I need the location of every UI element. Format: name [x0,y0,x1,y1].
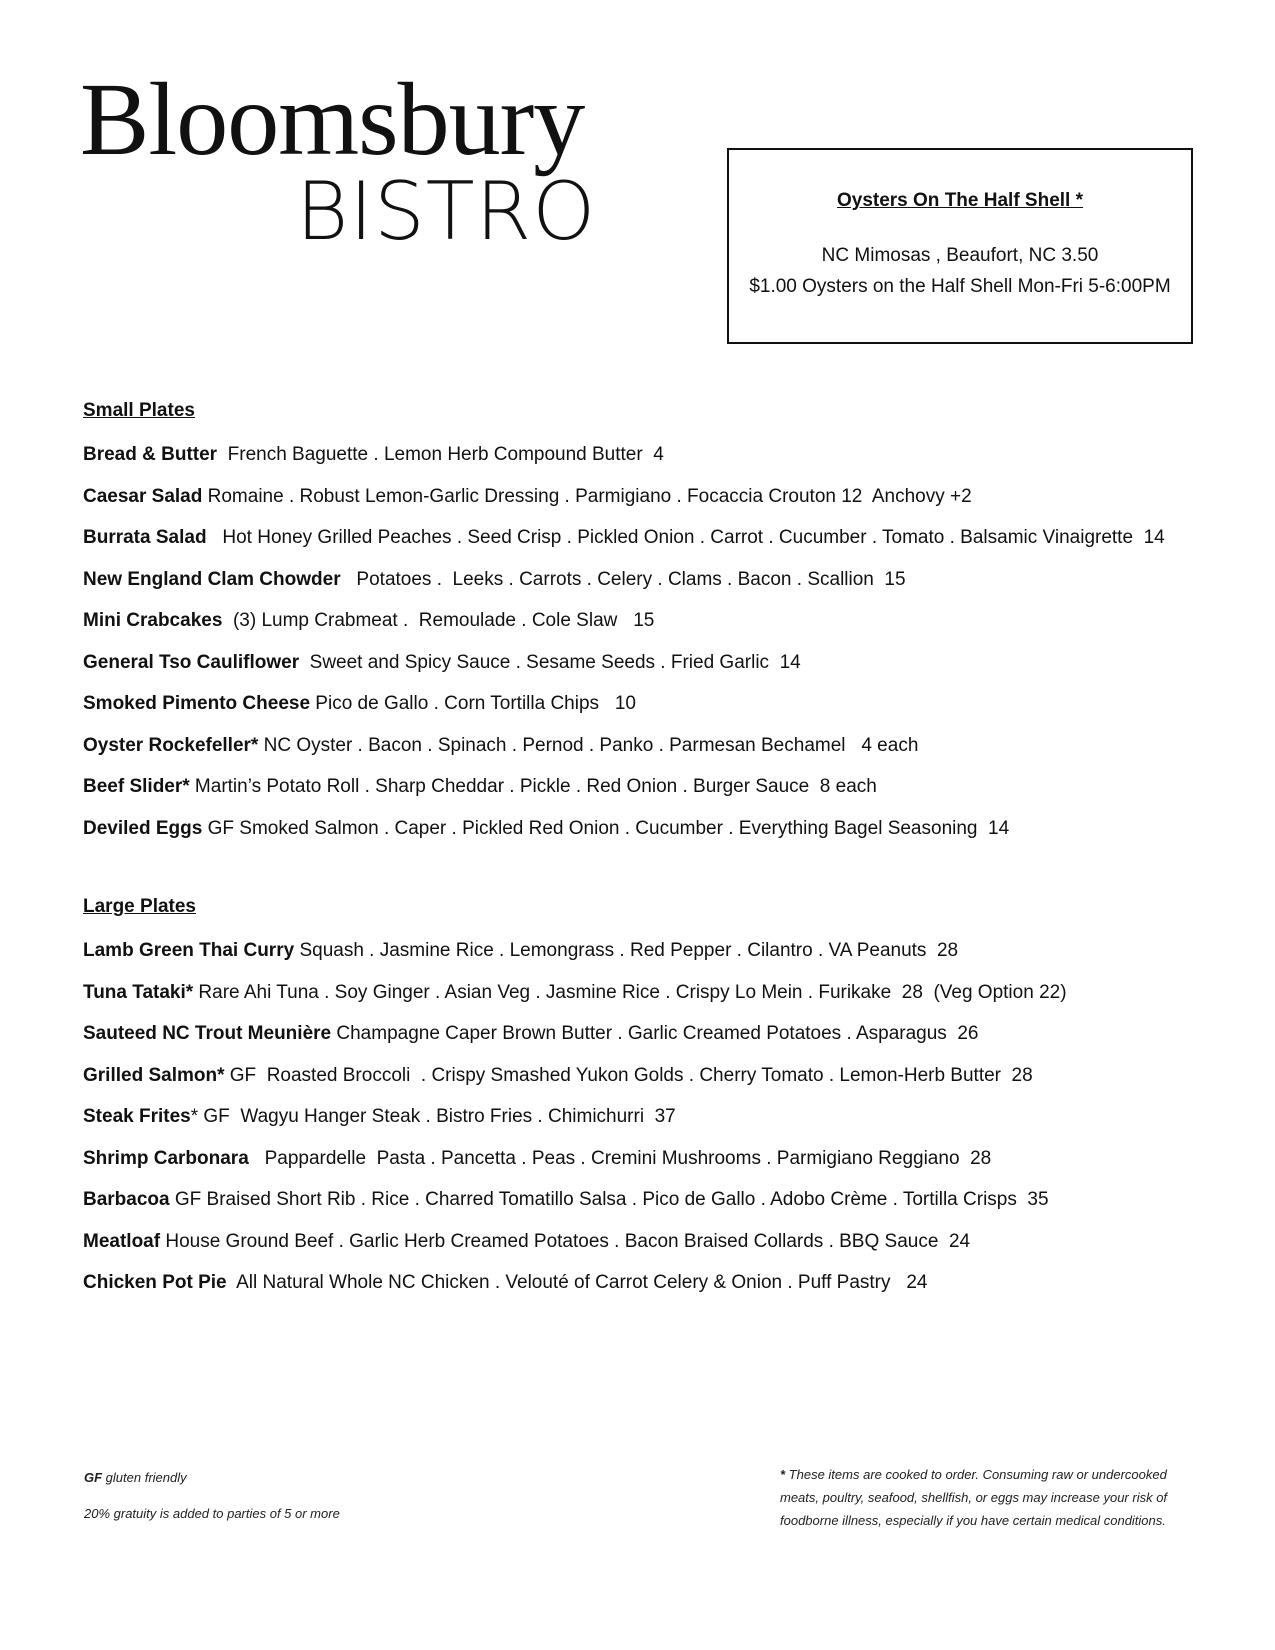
menu-item: General Tso Cauliflower Sweet and Spicy Sauce . Sesame Seeds . Fried Garlic 14 [83,651,801,673]
menu-item: Grilled Salmon* GF Roasted Broccoli . Crispy Smashed Yukon Golds . Cherry Tomato . Lemon-Herb Butter 28 [83,1064,1033,1086]
food-safety-disclaimer: * These items are cooked to order. Consuming raw or undercooked meats, poultry, seafood, shellfish, or eggs may increase your risk of foodborne illness, especially if you have certain medical conditions. [780,1467,1168,1528]
promo-line-oysters: $1.00 Oysters on the Half Shell Mon-Fri 5-6:00PM [749,276,1171,297]
menu-item: Smoked Pimento Cheese Pico de Gallo . Corn Tortilla Chips 10 [83,693,636,714]
menu-item: Lamb Green Thai Curry Squash . Jasmine Rice . Lemongrass . Red Pepper . Cilantro . VA Peanuts 28 [83,940,959,961]
promo-title: Oysters On The Half Shell * [836,190,1084,211]
menu-item: Barbacoa GF Braised Short Rib . Rice . Charred Tomatillo Salsa . Pico de Gallo . Adobo Crème . Tortilla Crisps 35 [83,1189,1049,1210]
logo-bloomsbury: Bloomsbury [80,62,585,177]
menu-item: Burrata Salad Hot Honey Grilled Peaches . Seed Crisp . Pickled Onion . Carrot . Cucumber . Tomato . Balsamic Vinaigrette 14 [83,527,1165,548]
menu-item: Steak Frites* GF Wagyu Hanger Steak . Bistro Fries . Chimichurri 37 [83,1106,676,1127]
menu-item: New England Clam Chowder Potatoes . Leeks . Carrots . Celery . Clams . Bacon . Scallion 15 [83,568,906,590]
large-plates-section [83,890,1203,1304]
menu-item: Sauteed NC Trout Meunière Champagne Caper Brown Butter . Garlic Creamed Potatoes . Asparagus 26 [83,1023,979,1044]
footer-notes [84,1470,340,1522]
promo-line-mimosas: NC Mimosas , Beaufort, NC 3.50 [821,245,1099,266]
logo-bistro: BISTRO [296,165,597,258]
large-plates-list [83,930,1203,1304]
section-title-small-plates: Small Plates [83,400,195,421]
menu-item: Chicken Pot Pie All Natural Whole NC Chicken . Velouté of Carrot Celery & Onion . Puff Pastry 24 [83,1272,928,1293]
gf-legend: GF gluten friendly [84,1470,187,1485]
oyster-promo-box [727,148,1193,344]
menu-item: Deviled Eggs GF Smoked Salmon . Caper . Pickled Red Onion . Cucumber . Everything Bagel Seasoning 14 [83,817,1010,839]
menu-item: Bread & Butter French Baguette . Lemon Herb Compound Butter 4 [83,444,664,465]
menu-item: Beef Slider* Martin’s Potato Roll . Sharp Cheddar . Pickle . Red Onion . Burger Sauce 8 each [83,776,877,797]
menu-item: Tuna Tataki* Rare Ahi Tuna . Soy Ginger . Asian Veg . Jasmine Rice . Crispy Lo Mein . Furikake 28 (Veg Option 22) [83,981,1067,1003]
menu-item: Oyster Rockefeller* NC Oyster . Bacon . Spinach . Pernod . Panko . Parmesan Bechamel 4 each [83,734,919,756]
gratuity-note: 20% gratuity is added to parties of 5 or more [84,1506,340,1521]
small-plates-list [83,434,1203,849]
section-title-large-plates: Large Plates [83,896,196,917]
small-plates-section [83,394,1203,849]
menu-item: Mini Crabcakes (3) Lump Crabmeat . Remoulade . Cole Slaw 15 [83,610,655,631]
menu-item: Shrimp Carbonara Pappardelle Pasta . Pancetta . Peas . Cremini Mushrooms . Parmigiano Reggiano 28 [83,1147,992,1169]
menu-item: Meatloaf House Ground Beef . Garlic Herb Creamed Potatoes . Bacon Braised Collards . BBQ Sauce 24 [83,1230,971,1252]
menu-item: Caesar Salad Romaine . Robust Lemon-Garlic Dressing . Parmigiano . Focaccia Crouton 12 Anchovy +2 [83,485,972,507]
